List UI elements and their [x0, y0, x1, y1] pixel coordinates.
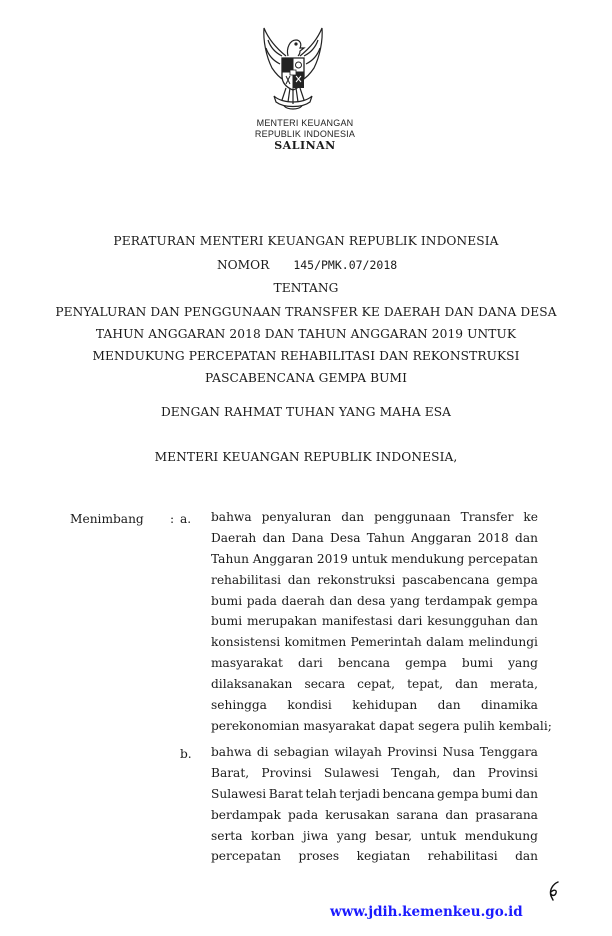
- paragraph-line: bumi pada daerah dan desa yang terdampak gempa: [211, 593, 538, 608]
- consideration-item-b: [211, 742, 538, 867]
- paragraph-line: bahwa penyaluran dan penggunaan Transfer ke: [211, 510, 538, 524]
- paragraph-line: dilaksanakan secara cepat, tepat, dan merata,: [211, 677, 538, 692]
- item-a-marker: a.: [180, 512, 192, 526]
- paragraph-line: bumi merupakan manifestasi dari kesungguhan dan: [211, 614, 538, 629]
- invocation: DENGAN RAHMAT TUHAN YANG MAHA ESA: [160, 405, 452, 419]
- paragraph-line: berdampak pada kerusakan sarana dan prasarana: [211, 807, 538, 822]
- ministry-name: [240, 118, 370, 140]
- ministry-line-2: REPUBLIK INDONESIA: [254, 129, 356, 139]
- menimbang-colon: :: [170, 512, 175, 526]
- regulation-title: PERATURAN MENTERI KEUANGAN REPUBLIK INDONESIA: [113, 234, 499, 248]
- nomor-label: NOMOR: [217, 258, 270, 272]
- subject-line-3: MENDUKUNG PERCEPATAN REHABILITASI DAN REKONSTRUKSI: [92, 349, 520, 363]
- regulation-number: [217, 258, 397, 272]
- ministry-line-1: MENTERI KEUANGAN: [256, 118, 354, 128]
- handwritten-initial-icon: [545, 880, 563, 902]
- subject-line-2: TAHUN ANGGARAN 2018 DAN TAHUN ANGGARAN 2019 UNTUK: [95, 327, 517, 341]
- paragraph-line: bahwa di sebagian wilayah Provinsi Nusa Tenggara: [211, 745, 538, 759]
- paragraph-line: Barat, Provinsi Sulawesi Tengah, dan Provinsi: [211, 765, 538, 780]
- menimbang-label: Menimbang: [70, 512, 144, 526]
- paragraph-line: Daerah dan Dana Desa Tahun Anggaran 2018 dan: [211, 530, 538, 545]
- paragraph-line: serta korban jiwa yang besar, untuk mendukung: [211, 828, 538, 843]
- garuda-emblem-icon: [258, 26, 328, 114]
- paragraph-line: konsistensi komitmen Pemerintah dalam melindungi: [211, 635, 538, 650]
- paragraph-line: Tahun Anggaran 2019 untuk mendukung percepatan: [211, 551, 538, 566]
- salinan-stamp: SALINAN: [274, 139, 336, 152]
- paragraph-line: sehingga kondisi kehidupan dan dinamika: [211, 698, 538, 713]
- paragraph-line: rehabilitasi dan rekonstruksi pascabencana gempa: [211, 572, 538, 587]
- item-b-marker: b.: [180, 747, 192, 761]
- subject-line-1: PENYALURAN DAN PENGGUNAAN TRANSFER KE DAERAH DAN DANA DESA: [55, 305, 557, 319]
- paragraph-line: percepatan proses kegiatan rehabilitasi dan: [211, 849, 538, 864]
- tentang-heading: TENTANG: [273, 281, 339, 295]
- nomor-value: 145/PMK.07/2018: [293, 258, 398, 272]
- jdih-website-link[interactable]: www.jdih.kemenkeu.go.id: [330, 904, 523, 920]
- paragraph-line: perekonomian masyarakat dapat segera pulih kembali;: [211, 718, 552, 733]
- paragraph-line: masyarakat dari bencana gempa bumi yang: [211, 656, 538, 671]
- paragraph-line: Sulawesi Barat telah terjadi bencana gempa bumi dan: [211, 786, 538, 801]
- issuer: MENTERI KEUANGAN REPUBLIK INDONESIA,: [154, 450, 458, 464]
- subject-line-4: PASCABENCANA GEMPA BUMI: [204, 371, 408, 385]
- consideration-item-a: [211, 507, 552, 737]
